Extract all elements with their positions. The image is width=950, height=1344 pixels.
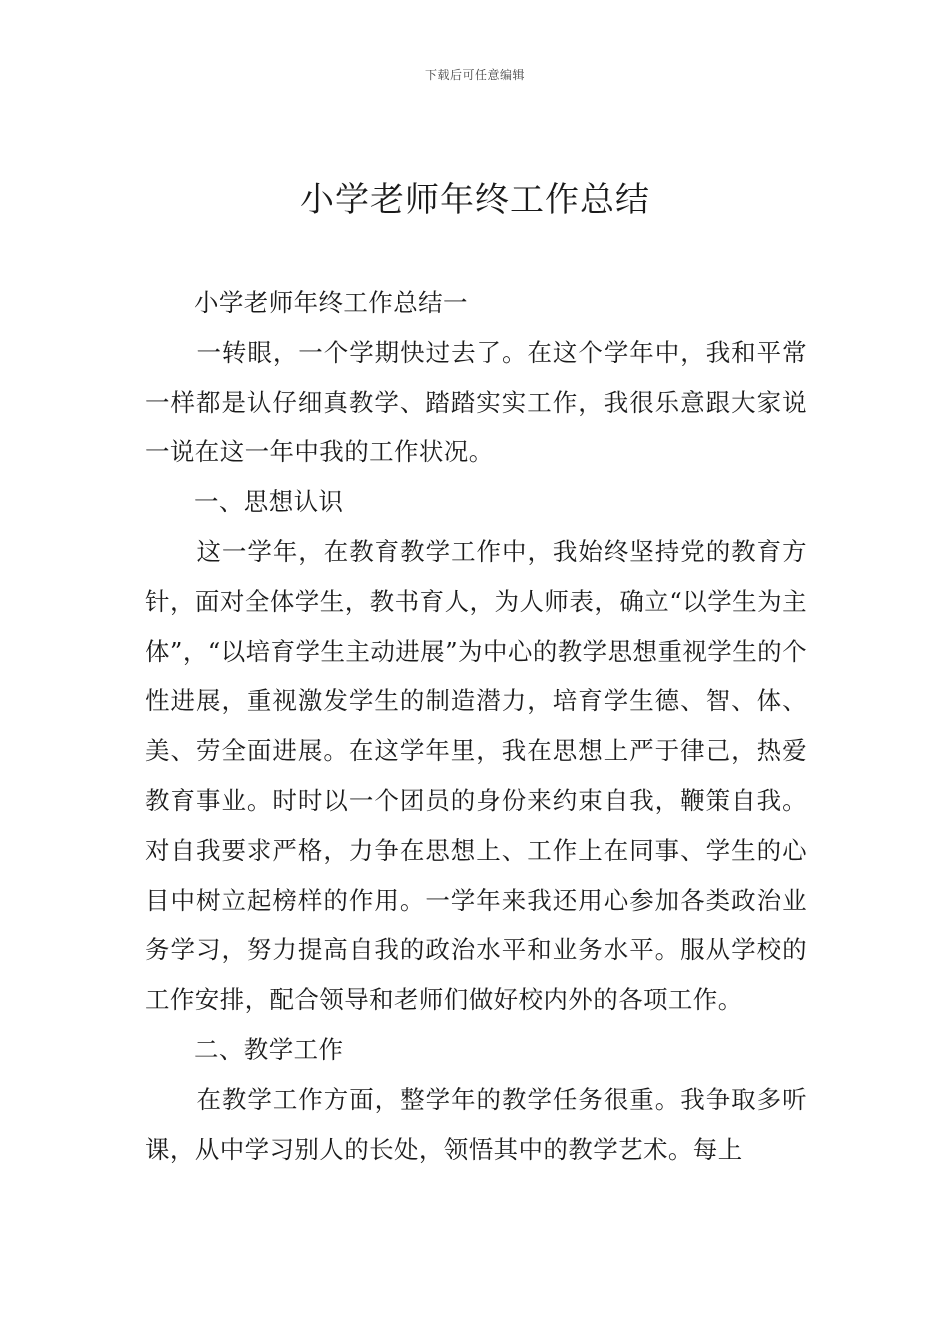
document-title: 小学老师年终工作总结 xyxy=(300,180,650,220)
section-heading-thought: 一、思想认识 xyxy=(194,487,344,517)
section-subtitle: 小学老师年终工作总结一 xyxy=(194,288,468,317)
body-paragraph: 在教学工作方面，整学年的教学任务很重。我争取多听课，从中学习别人的长处，领悟其中的教学艺术。每上 xyxy=(145,1084,807,1164)
body-paragraph: 一转眼，一个学期快过去了。在这个学年中，我和平常一样都是认仔细真教学、踏踏实实工作，我很乐意跟大家说一说在这一年中我的工作状况。 xyxy=(145,337,807,467)
body-paragraph: 这一学年，在教育教学工作中，我始终坚持党的教育方针，面对全体学生，教书育人，为人师表，确立“以学生为主体”，“以培育学生主动进展”为中心的教学思想重视学生的个性进展，重视激发学生的制造潜力，培育学生德、智、体、美、劳全面进展。在这学年里，我在思想上严于律己，热爱教育事业。时时以一个团员的身份来约束自我，鞭策自我。对自我要求严格，力争在思想上、工作上在同事、学生的心目中树立起榜样的作用。一学年来我还用心参加各类政治业务学习，努力提高自我的政治水平和业务水平。服从学校的工作安排，配合领导和老师们做好校内外的各项工作。 xyxy=(145,536,807,1015)
page-header-note: 下载后可任意编辑 xyxy=(424,68,525,82)
document-body xyxy=(145,278,807,1174)
section-heading-teaching: 二、教学工作 xyxy=(194,1034,344,1064)
